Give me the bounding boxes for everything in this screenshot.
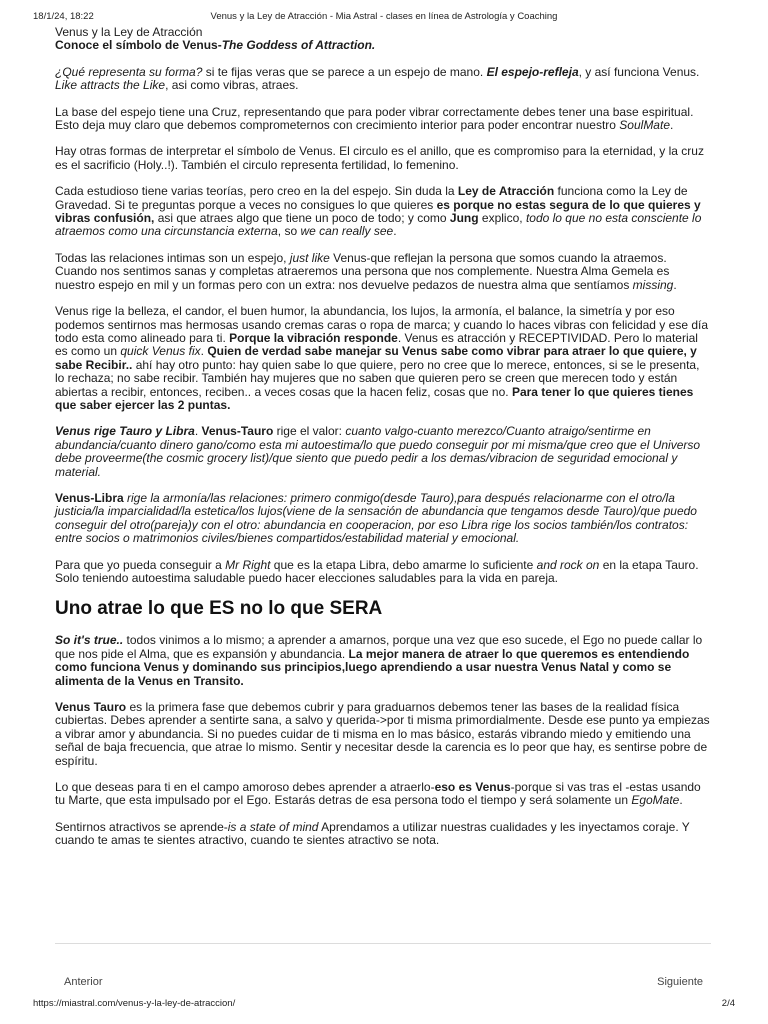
text-span: ¿Qué representa su forma? xyxy=(55,64,203,79)
text-span: just like xyxy=(289,250,330,265)
text-span: . xyxy=(673,277,677,292)
text-span: Venus rige la belleza, el candor, el buen humor, la abundancia, los lujos, la armonía, el balance, la simetría y por eso podemos sentirnos mas hermosas usando cremas caras o ropa de marca; y cuando lo haces vibras con felicidad y ese día todo esta como alineado para ti. xyxy=(55,304,709,345)
text-span: Venus-Libra xyxy=(55,490,124,505)
text-span: . xyxy=(679,793,683,808)
text-span: -porque si vas tras el -estas usando tu Marte, que esta impulsado por el Ego. Estarás detras de esa persona todo el tiempo y será solamente un xyxy=(55,780,701,808)
text-span: El espejo-refleja xyxy=(486,64,579,79)
text-span: Todas las relaciones intimas son un espejo, xyxy=(55,250,290,265)
text-span: asi que atraes algo que tiene un poco de todo; y como xyxy=(154,211,450,226)
text-span: Venus Tauro xyxy=(55,700,127,715)
text-span: rige la armonía/las relaciones: primero conmigo(desde Tauro),para después relacionarme con el otro/la justicia/la imparcialidad/la estetica/los lujos(viene de la sensación de abundancia que tengamos desde Tauro)/que puedo conseguir del otro(pareja)y con el otro: abundancia en cooperacion, por eso Libra rige los socios también/los contratos: entre socios o matrimonios civiles/bienes compartidos/estabilidad material y emocional. xyxy=(55,490,697,546)
text-span: Quien de verdad sabe manejar su Venus sabe como vibrar para atraer lo que quiere, y sabe Recibir.. xyxy=(55,344,697,372)
text-span: que es la etapa Libra, debo amarme lo suficiente xyxy=(270,557,537,572)
paragraph-6 xyxy=(55,305,711,412)
text-span: Venus rige Tauro y Libra xyxy=(55,424,195,439)
previous-post-link[interactable]: Anterior xyxy=(64,976,103,988)
paragraph-8 xyxy=(55,492,711,546)
text-span: es porque no estas segura de lo que quieres y vibras confusión, xyxy=(55,197,701,226)
print-datetime: 18/1/24, 18:22 xyxy=(33,11,94,22)
print-page-title: Venus y la Ley de Atracción - Mia Astral - clases en línea de Astrología y Coaching xyxy=(210,11,558,22)
text-span: La mejor manera de atraer lo que queremos es entendiendo como funciona Venus y dominando sus principios,luego aprendiendo a usar nuestra Venus Natal y como se alimenta de la Venus en Transito. xyxy=(55,646,690,688)
text-span: . xyxy=(200,344,208,359)
text-span: we can really see xyxy=(300,224,394,239)
text-span: is a state of mind xyxy=(227,819,319,834)
text-span: funciona como la Ley de Gravedad. Si te preguntas porque a veces no consigues lo que quieres xyxy=(55,184,688,212)
article-subtitle xyxy=(55,39,711,52)
article-title-line xyxy=(55,26,711,39)
text-span: Lo que deseas para ti en el campo amoroso debes aprender a atraerlo- xyxy=(55,780,435,795)
paragraph-2 xyxy=(55,106,711,133)
text-span: Venus-Tauro xyxy=(201,424,274,439)
paragraph-13 xyxy=(55,821,711,848)
paragraph-7 xyxy=(55,425,711,479)
text-span: missing xyxy=(632,277,674,292)
text-span: . Venus es atracción y RECEPTIVIDAD. Pero lo material es como un xyxy=(55,330,698,359)
text-span: Ley de Atracción xyxy=(457,184,555,199)
print-url: https://miastral.com/venus-y-la-ley-de-atraccion/ xyxy=(33,998,236,1009)
text-span: eso es Venus xyxy=(434,780,511,795)
text-span: , asi como vibras, atraes. xyxy=(165,78,299,93)
text-span: cuanto valgo-cuanto merezco/Cuanto atraigo/sentirme en abundancia/cuanto dinero gano/como esta mi autoestima/lo que puedo conseguir por mi misma/que creo que el Universo debe proveerme(the cosmic grocery list)/que siento que puedo pedir a los demas/vibracion de seguridad emocional y material. xyxy=(55,424,701,479)
text-span: Sentirnos atractivos se aprende- xyxy=(55,819,228,834)
text-span: Like attracts the Like xyxy=(55,78,166,93)
text-span: quick Venus fix xyxy=(120,344,201,359)
text-span: . xyxy=(194,424,202,439)
text-span: Para que yo pueda conseguir a xyxy=(55,557,226,572)
text-span: Cada estudioso tiene varias teorías, pero creo en la del espejo. Sin duda la xyxy=(55,184,458,199)
text-span: si te fijas veras que se parece a un espejo de mano. xyxy=(202,64,487,79)
text-span: and rock on xyxy=(536,557,600,572)
footer-divider xyxy=(55,943,711,944)
text-span: . xyxy=(393,224,397,239)
paragraph-3: Hay otras formas de interpretar el símbolo de Venus. El circulo es el anillo, que es compromiso para la eternidad, y la cruz es el sacrificio (Holy..!). También el circulo representa fertilidad, lo femenino. xyxy=(55,144,704,172)
subtitle-italic: The Goddess of Attraction. xyxy=(221,38,376,53)
paragraph-11 xyxy=(55,701,711,768)
text-span: Mr Right xyxy=(225,557,271,572)
print-footer xyxy=(33,998,735,1010)
text-span: rige el valor: xyxy=(273,424,346,439)
next-post-link[interactable]: Siguiente xyxy=(657,976,703,988)
text-span: La base del espejo tiene una Cruz, representando que para poder vibrar correctamente debes tener una base espiritual. Esto deja muy claro que debemos comprometernos con crecimiento interior para poder encontrar nuestro xyxy=(55,104,694,133)
text-span: , so xyxy=(277,224,301,239)
text-span: , y así funciona Venus. xyxy=(578,64,700,79)
text-span: es la primera fase que debemos cubrir y para graduarnos debemos tener las bases de la realidad física cubiertas. Debes aprender a sentirte sana, a salvo y querida->por ti misma primordialmente. Desde ese punto ya empiezas a vibrar amor y abundancia. Si no puedes cuidar de ti misma en lo mas básico, estarás vibrando miedo y emitiendo una señal de baja frecuencia, que atrae lo mismo. Sentir y necesitar desde la carencia es lo peor que hay, es sentirse pobre de espíritu. xyxy=(55,700,710,768)
paragraph-12 xyxy=(55,781,711,808)
text-span: So it's true.. xyxy=(55,633,124,648)
text-span: en la etapa Tauro. Solo teniendo autoestima saludable puedo hacer elecciones saludables para la vida en pareja. xyxy=(55,557,699,585)
paragraph-5 xyxy=(55,252,711,292)
text-span: EgoMate xyxy=(631,793,680,808)
section-heading: Uno atrae lo que ES no lo que SERA xyxy=(55,598,383,620)
text-span: . xyxy=(670,118,674,133)
paragraph-9 xyxy=(55,559,711,586)
paragraph-4 xyxy=(55,185,711,239)
text-span: todo lo que no esta consciente lo atraemos como una circunstancia externa xyxy=(55,211,702,239)
text-span: ahí hay otro punto: hay quien sabe lo que quiere, pero no cree que lo merece, entonces, si se le presenta, lo rechaza; no sabe recibir. También hay mujeres que no saben que quieren pero se creen que merecen todo y están abiertas a recibir, entonces, reciben.. a veces cosas que la hacen feliz, cosas que no. xyxy=(55,357,700,399)
text-span: SoulMate xyxy=(619,118,670,133)
paragraph-10 xyxy=(55,634,711,688)
text-span: Aprendamos a utilizar nuestras cualidades y les inyectamos coraje. Y cuando te amas te sientes atractivo, cuando te sientes atractivo se nota. xyxy=(55,819,690,848)
text-span: Jung xyxy=(449,211,479,226)
article-title: Venus y la Ley de Atracción xyxy=(55,25,203,39)
article-content xyxy=(55,26,711,861)
text-span: Porque la vibración responde xyxy=(229,330,398,345)
text-span: todos vinimos a lo mismo; a aprender a amarnos, porque una vez que eso sucede, el Ego no puede callar lo que nos pide el Alma, que es expansión y abundancia. xyxy=(55,633,703,661)
paragraph-1 xyxy=(55,66,711,93)
text-span: explico, xyxy=(478,211,526,226)
text-span: Para tener lo que quieres tienes que saber ejercer las 2 puntas. xyxy=(55,384,694,412)
text-span: Venus-que reflejan la persona que somos cuando la atraemos. Cuando nos sentimos sanas y completas atraeremos una persona que nos complemente. Nuestra Alma Gemela es nuestro espejo en mil y un formas pero con un extra: nos devuelve pedazos de nuestra alma que sentíamos xyxy=(55,250,670,292)
print-page-number: 2/4 xyxy=(721,998,735,1009)
subtitle-bold: Conoce el símbolo de Venus- xyxy=(55,38,222,53)
print-header xyxy=(33,11,735,23)
